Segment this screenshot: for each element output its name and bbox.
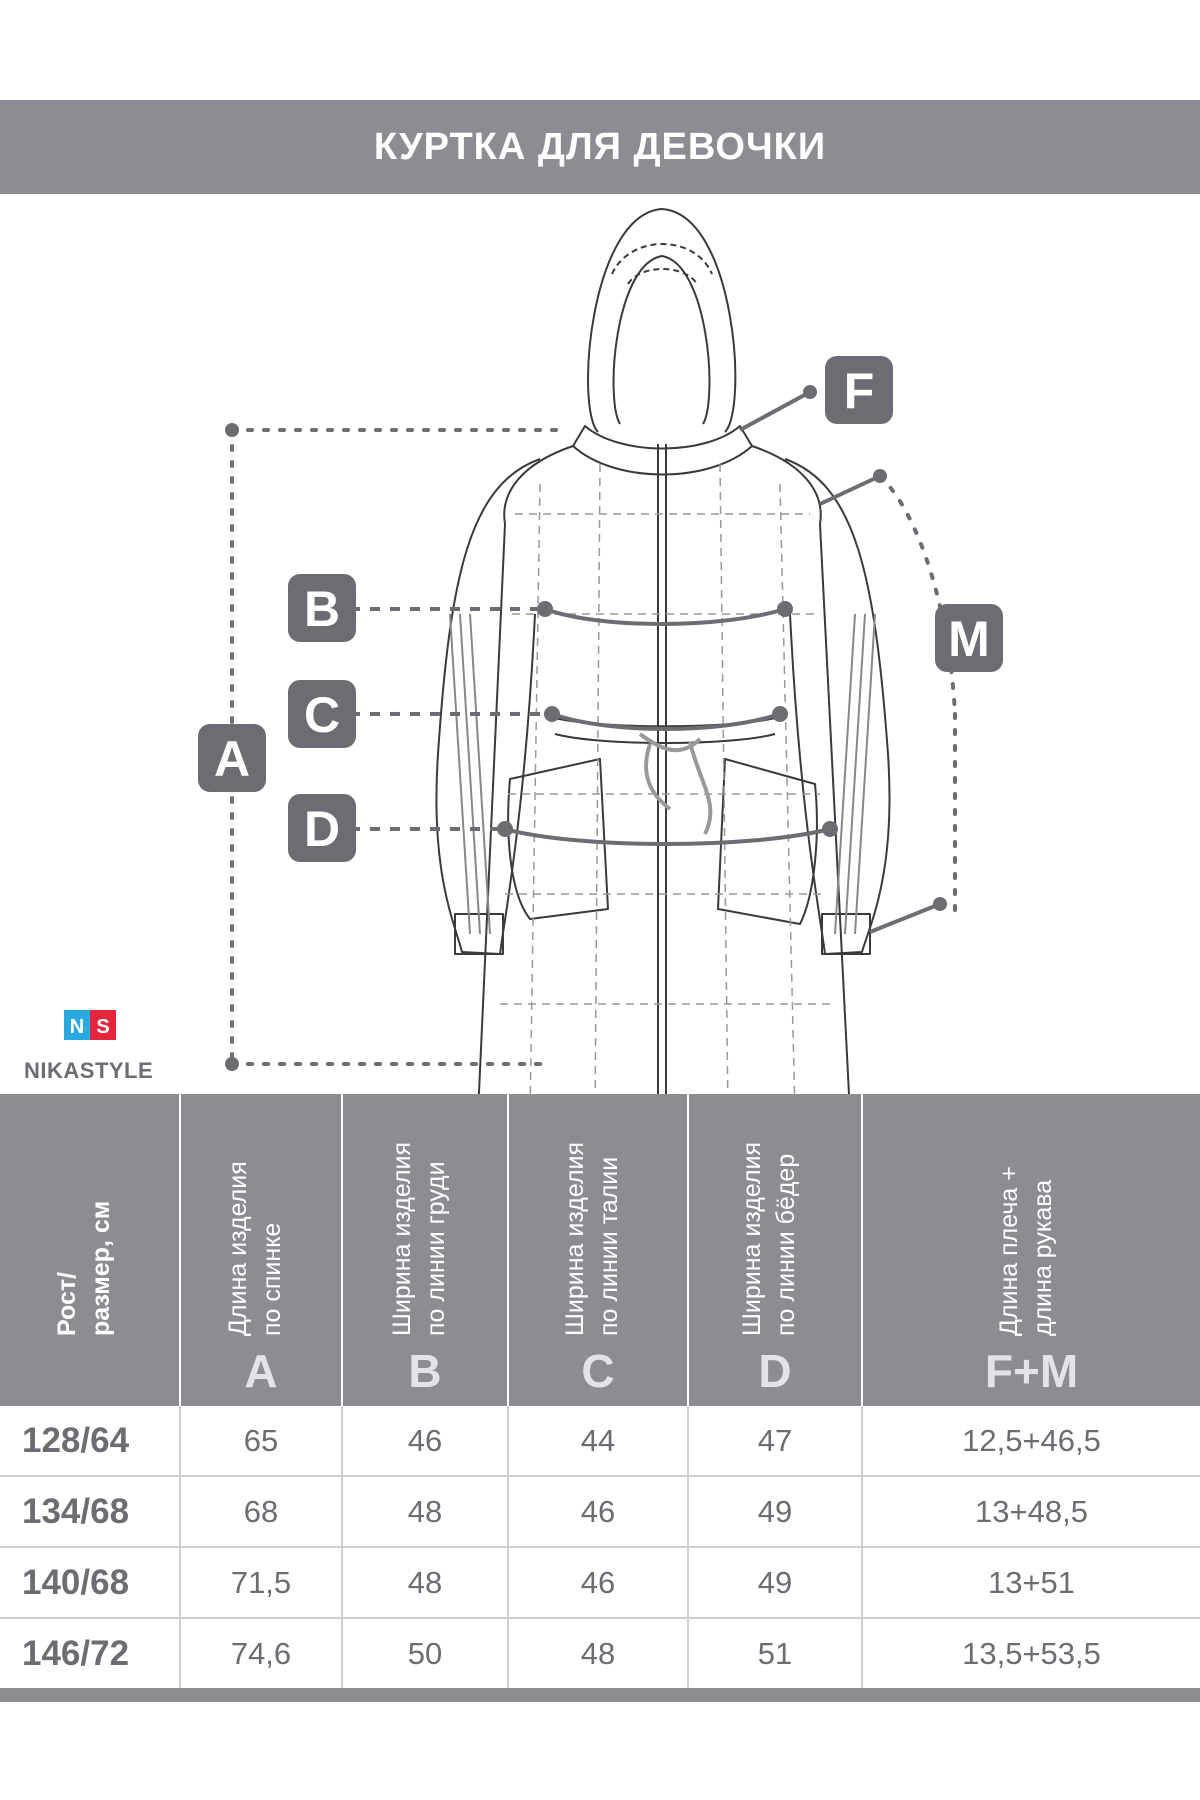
cell-a: 65	[180, 1406, 342, 1476]
cell-c: 46	[508, 1547, 688, 1618]
cell-size: 134/68	[0, 1476, 180, 1547]
cell-d: 49	[688, 1476, 862, 1547]
marker-f	[825, 356, 893, 424]
cell-size: 128/64	[0, 1406, 180, 1476]
table-row	[0, 1618, 1200, 1689]
cell-c: 44	[508, 1406, 688, 1476]
svg-text:S: S	[96, 1016, 110, 1038]
cell-c: 48	[508, 1618, 688, 1689]
table-header-row	[0, 1094, 1200, 1406]
table-row	[0, 1476, 1200, 1547]
hood-outline	[588, 209, 735, 432]
header-a: Длина изделия по спинке A	[180, 1094, 342, 1406]
cell-fm: 13+51	[862, 1547, 1200, 1618]
cell-d: 47	[688, 1406, 862, 1476]
cell-size: 140/68	[0, 1547, 180, 1618]
header-b: Ширина изделия по линии груди B	[342, 1094, 508, 1406]
brand-name: NIKASTYLE	[24, 1058, 154, 1083]
cell-b: 48	[342, 1547, 508, 1618]
jacket-diagram	[0, 194, 1200, 1094]
cell-fm: 13,5+53,5	[862, 1618, 1200, 1689]
table-row	[0, 1547, 1200, 1618]
header-c: Ширина изделия по линии талии C	[508, 1094, 688, 1406]
cell-size: 146/72	[0, 1618, 180, 1689]
cell-fm: 13+48,5	[862, 1476, 1200, 1547]
svg-text:A: A	[213, 731, 251, 787]
cell-b: 50	[342, 1618, 508, 1689]
header-fm: Длина плеча + длина рукава F+M	[862, 1094, 1200, 1406]
header-d: Ширина изделия по линии бёдер D	[688, 1094, 862, 1406]
svg-text:C: C	[303, 687, 341, 743]
svg-text:F: F	[843, 363, 875, 419]
marker-b	[288, 574, 356, 642]
cell-fm: 12,5+46,5	[862, 1406, 1200, 1476]
svg-text:B: B	[303, 581, 341, 637]
svg-text:D: D	[303, 801, 341, 857]
title-bar	[0, 100, 1200, 194]
cell-b: 46	[342, 1406, 508, 1476]
cell-a: 68	[180, 1476, 342, 1547]
cell-a: 74,6	[180, 1618, 342, 1689]
marker-c	[288, 680, 356, 748]
ns-logo-icon	[64, 1010, 116, 1040]
svg-text:M: M	[948, 611, 990, 667]
size-table	[0, 1094, 1200, 1690]
marker-a	[198, 724, 266, 792]
bottom-bar	[0, 1688, 1200, 1702]
cell-b: 48	[342, 1476, 508, 1547]
cell-d: 51	[688, 1618, 862, 1689]
table-row	[0, 1406, 1200, 1476]
page-title: КУРТКА ДЛЯ ДЕВОЧКИ	[373, 125, 827, 168]
marker-m	[935, 604, 1003, 672]
jacket-body	[478, 446, 850, 1094]
marker-d	[288, 794, 356, 862]
cell-c: 46	[508, 1476, 688, 1547]
cell-d: 49	[688, 1547, 862, 1618]
cell-a: 71,5	[180, 1547, 342, 1618]
svg-text:N: N	[69, 1016, 85, 1038]
header-size: Рост/ размер, см	[0, 1094, 180, 1406]
